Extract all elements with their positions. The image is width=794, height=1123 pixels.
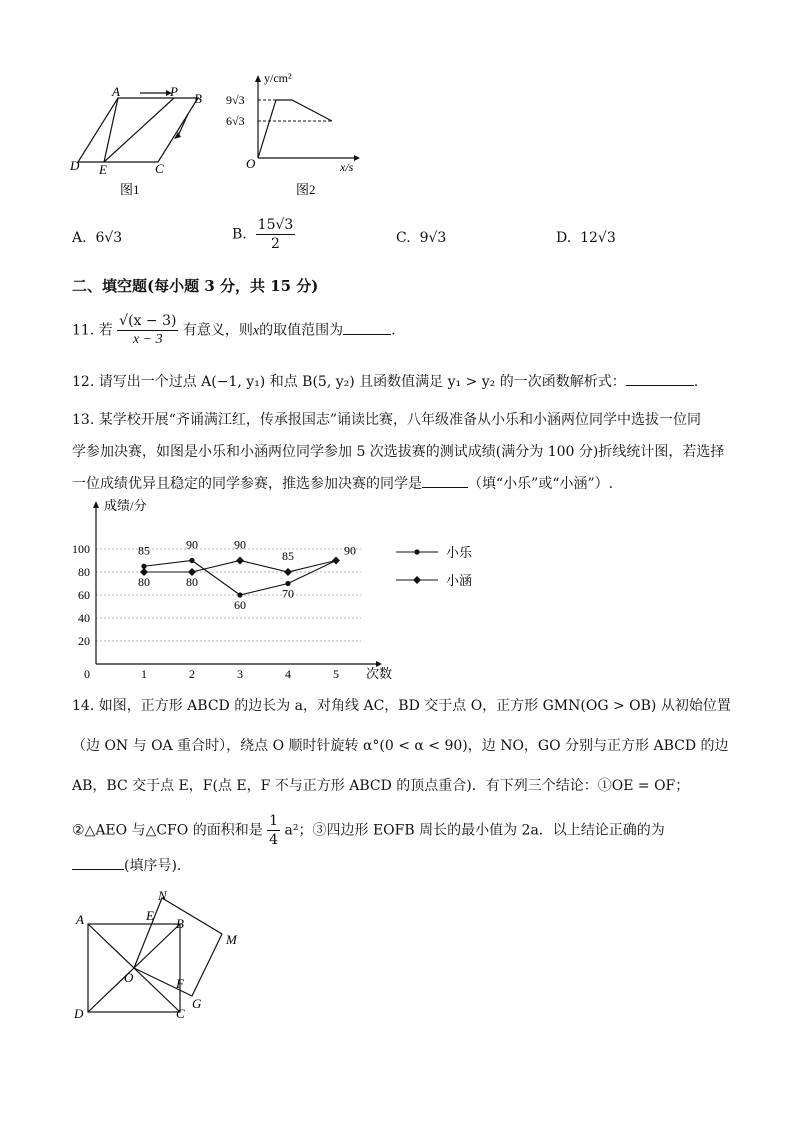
q11-answer-blank[interactable] bbox=[343, 334, 391, 335]
y-tick-label-100: 100 bbox=[72, 542, 90, 556]
fig14-label-a: A bbox=[76, 912, 84, 927]
series-1-data-label-5: 90 bbox=[344, 543, 356, 558]
x-tick-label-3: 3 bbox=[237, 667, 243, 681]
q10-option-c[interactable]: C. 9√3 bbox=[396, 230, 447, 246]
series-1-data-label-4: 70 bbox=[282, 586, 294, 601]
q12-answer-blank[interactable] bbox=[626, 385, 694, 386]
question-13-line-2: 学参加决赛，如图是小乐和小涵两位同学参加 5 次选拔赛的测试成绩(满分为 100 分)折线统计图，若选择 bbox=[72, 444, 725, 460]
fig1-label-e: E bbox=[99, 162, 107, 177]
fig1-label-b: B bbox=[194, 91, 202, 106]
fig2-y-axis-label: y/cm² bbox=[264, 71, 292, 85]
fig14-label-m: M bbox=[226, 932, 237, 947]
fig14-label-b: B bbox=[176, 916, 184, 931]
series-line-1 bbox=[144, 561, 336, 596]
legend-label-1: 小乐 bbox=[446, 545, 473, 560]
q10-option-d[interactable]: D. 12√3 bbox=[556, 230, 616, 246]
fig1-label-c: C bbox=[155, 161, 164, 176]
y-tick-label-20: 20 bbox=[78, 634, 90, 648]
series-1-point-2 bbox=[189, 558, 194, 563]
fig14-label-f: F bbox=[176, 976, 184, 991]
y-axis-label: 成绩/分 bbox=[104, 498, 147, 513]
legend-marker-1 bbox=[414, 549, 419, 554]
series-2-data-label-2: 80 bbox=[186, 575, 198, 589]
fig1-caption: 图1 bbox=[120, 182, 140, 197]
q13-answer-blank[interactable] bbox=[422, 487, 468, 488]
series-1-point-3 bbox=[237, 592, 242, 597]
x-tick-label-4: 4 bbox=[285, 667, 291, 681]
question-14-line-4: ②△AEO 与△CFO 的面积和是 $\frac{1}{4}$ a²；③四边形 EOFB 周长的最小值为 2a．以上结论正确的为 bbox=[72, 813, 665, 848]
fig2-tick-6root3: 6√3 bbox=[226, 114, 245, 128]
series-2-point-4 bbox=[284, 568, 292, 576]
series-1-data-label-1: 85 bbox=[138, 543, 150, 558]
fig2-caption: 图2 bbox=[296, 182, 316, 197]
fig14-label-g: G bbox=[192, 996, 202, 1011]
x-tick-label-2: 2 bbox=[189, 667, 195, 681]
y-tick-label-80: 80 bbox=[78, 565, 90, 579]
legend-marker-2 bbox=[413, 576, 421, 584]
q10-option-a[interactable]: A. 6√3 bbox=[72, 230, 123, 246]
series-2-point-5 bbox=[332, 557, 340, 565]
figure-q14-squares bbox=[70, 886, 250, 1026]
y-tick-label-40: 40 bbox=[78, 611, 90, 625]
series-1-data-label-2: 90 bbox=[186, 537, 198, 552]
q14-fraction-quarter: $\frac{1}{4}$ bbox=[269, 813, 279, 848]
y-tick-label-60: 60 bbox=[78, 588, 90, 602]
q11-fraction: $\frac{√(x - 3)}{x - 3}$ bbox=[119, 313, 177, 347]
q10-option-b[interactable]: B. $\frac{15√3}{2}$ bbox=[232, 217, 294, 252]
y-axis-arrow bbox=[93, 501, 99, 508]
fig14-label-n: N bbox=[158, 888, 167, 903]
fig14-label-o: O bbox=[124, 970, 134, 985]
series-2-data-label-3: 90 bbox=[234, 537, 246, 552]
fig2-origin: O bbox=[246, 156, 256, 171]
fig1-label-a: A bbox=[112, 84, 120, 99]
fig1-label-p: P bbox=[170, 84, 178, 99]
fig2-x-axis-label: x/s bbox=[340, 160, 354, 174]
question-13-line-3: 一位成绩优异且稳定的同学参赛，推选参加决赛的同学是 （填“小乐”或“小涵”）. bbox=[72, 476, 614, 492]
question-14-line-1: 14. 如图，正方形 ABCD 的边长为 a，对角线 AC，BD 交于点 O，正方形 GMN(OG > OB) 从初始位置 bbox=[72, 698, 731, 714]
figure-1-parallelogram bbox=[70, 80, 220, 200]
question-14-line-5: (填序号). bbox=[72, 856, 181, 876]
question-14-line-3: AB，BC 交于点 E，F(点 E，F 不与正方形 ABCD 的顶点重合)．有下列三个结论：①OE = OF； bbox=[72, 778, 690, 794]
line-chart bbox=[66, 494, 486, 690]
series-2-data-label-1: 80 bbox=[138, 575, 150, 589]
fig2-tick-9root3: 9√3 bbox=[226, 93, 245, 107]
x-tick-label-1: 1 bbox=[141, 667, 147, 681]
question-13-line-1: 13. 某学校开展“齐诵满江红，传承报国志”诵读比赛，八年级准备从小乐和小涵两位同学中选拔一位同 bbox=[72, 412, 702, 428]
series-1-point-4 bbox=[285, 581, 290, 586]
section-2-heading: 二、填空题(每小题 3 分，共 15 分) bbox=[72, 277, 319, 295]
series-1-data-label-3: 60 bbox=[234, 598, 246, 612]
q14-answer-blank[interactable] bbox=[72, 869, 124, 870]
question-11: 11. 若 $\frac{√(x - 3)}{x - 3}$ 有意义，则x的取值范围为 . bbox=[72, 313, 396, 347]
series-2-data-label-4: 85 bbox=[282, 549, 294, 563]
x-tick-label-5: 5 bbox=[333, 667, 339, 681]
fig14-label-d: D bbox=[74, 1006, 84, 1021]
fig1-label-d: D bbox=[70, 158, 80, 173]
origin-label: 0 bbox=[84, 667, 90, 681]
legend-label-2: 小涵 bbox=[446, 573, 473, 588]
question-14-line-2: （边 ON 与 OA 重合时），绕点 O 顺时针旋转 α°(0 < α < 90)，边 NO，GO 分别与正方形 ABCD 的边 bbox=[72, 738, 729, 754]
q10-option-b-fraction: $\frac{15√3}{2}$ bbox=[257, 217, 294, 252]
question-12: 12. 请写出一个过点 A(−1, y₁) 和点 B(5, y₂) 且函数值满足 y₁ > y₂ 的一次函数解析式： . bbox=[72, 374, 699, 390]
figure-2-graph bbox=[222, 70, 372, 200]
x-axis-label: 次数 bbox=[366, 666, 393, 681]
fig14-label-e: E bbox=[146, 908, 154, 923]
series-2-point-3 bbox=[236, 557, 244, 565]
fig14-label-c: C bbox=[176, 1006, 185, 1021]
